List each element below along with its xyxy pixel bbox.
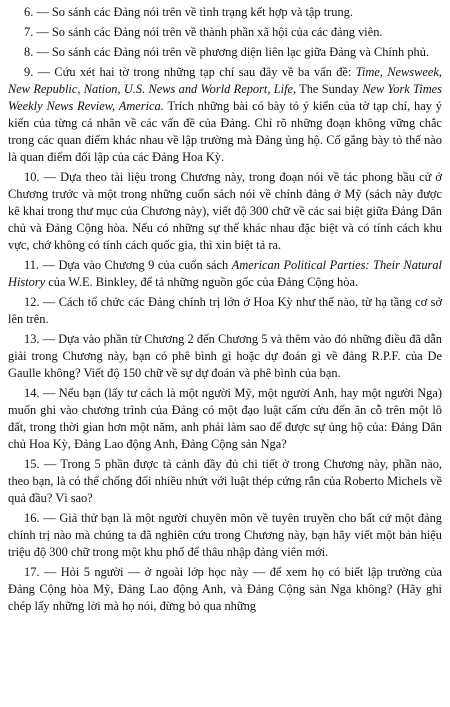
text-segment: 12. — Cách tổ chức các Đảng chính trị lớn ở Hoa Kỳ như thế nào, từ hạ tầng cơ sở lên trên. [8,295,442,326]
text-segment: 9. — Cứu xét hai tờ trong những tạp chí sau đây về ba vấn đề: [24,65,356,79]
text-segment: 17. — Hỏi 5 người — ở ngoài lớp học này — để xem họ có biết lập trường của Đảng Cộng hòa Mỹ, Đảng Lao động Anh, và Đảng Cộng sản Nga không? (Hãy ghi chép lấy những lời mà họ nói, đừng bỏ qua những [8,565,442,613]
paragraph [8,44,442,61]
paragraph [8,257,442,291]
paragraph [8,331,442,382]
italic-text-segment: Time, Newsweek, New Republic, Nation, U.S. News and World Report, Life, [8,65,442,96]
text-segment: Trích những bài có bày tỏ ý kiến của tờ tạp chí, hay ý kiến của từng cá nhân về các vấn đề của Đảng. Chỉ rõ những đoạn không vững chắc trong các quan điểm khác nhau về lập trường mà Đảng ủng hộ. Cố gắng bày tỏ thế nào là quan điểm đối lập của các Đảng Hoa Kỳ. [8,99,442,164]
paragraph [8,169,442,254]
text-segment: 10. — Dựa theo tài liệu trong Chương này, trong đoạn nói về tác phong bầu cử ở Chương trước và một trong những cuốn sách nói về chính đảng ở Mỹ (sách này được kê khai trong thư mục của Chương này), viết độ 300 chữ về các sai biệt giữa Đảng Dân chủ và Đảng Cộng hòa. Nếu có những sự thể khác nhau đặc biệt và có tính cách khu vực, chớ không có tính cách quốc gia, thì xin biệt tả ra. [8,170,442,252]
text-segment: 11. — Dựa vào Chương 9 của cuốn sách [24,258,232,272]
paragraph [8,294,442,328]
paragraph [8,385,442,453]
paragraph [8,564,442,615]
text-segment: 7. — So sánh các Đảng nói trên về thành phần xã hội của các đảng viên. [24,25,383,39]
text-segment: 16. — Giả thử bạn là một người chuyên môn về tuyên truyền cho bất cứ một đảng chính trị nào mà chúng ta đã nghiên cứu trong Chương này, bạn hãy viết một bản hiệu triệu độ 300 chữ trong một khu phố để thâu nhập đảng viên mới. [8,511,442,559]
italic-text-segment: American Political Parties: Their Natural History [8,258,442,289]
paragraph [8,24,442,41]
paragraph [8,510,442,561]
italic-text-segment: New York Times Weekly News Review, America. [8,82,442,113]
text-segment: 15. — Trong 5 phần được tả cảnh đầy đủ chi tiết ở trong Chương này, phần nào, theo bạn, là có thể chống đối nhiều nhứt với luật thép cứng rắn của Roberto Michels về quả đầu? Vì sao? [8,457,442,505]
paragraph [8,4,442,21]
text-segment: 8. — So sánh các Đảng nói trên về phương diện liên lạc giữa Đảng và Chính phủ. [24,45,430,59]
text-segment: 14. — Nếu bạn (lấy tư cách là một người Mỹ, một người Anh, hay một người Nga) muốn ghi vào chương trình của Đảng có một đạo luật cấm cửu đến ăn cỗ trên một lô đất, trong thời gian hơn một năm, anh phải làm sao để được sự ủng hộ của: Đảng Dân chủ Hoa Kỳ, Đảng Lao động Anh, Đảng Cộng sản Nga? [8,386,442,451]
paragraph [8,456,442,507]
body-text [8,4,442,615]
text-segment: 13. — Dựa vào phần từ Chương 2 đến Chương 5 và thêm vào đó những điều đã dẫn giải trong Chương này, bạn có phê bình gì hoặc dự đoán gì về đảng R.P.F. của De Gaulle không? Viết độ 150 chữ về sự dự đoán và phê bình của bạn. [8,332,442,380]
paragraph [8,64,442,166]
text-segment: The Sunday [296,82,363,96]
text-segment: của W.E. Binkley, để tả những nguồn gốc của Đảng Cộng hòa. [45,275,359,289]
text-segment: 6. — So sánh các Đảng nói trên về tình trạng kết hợp và tập trung. [24,5,353,19]
